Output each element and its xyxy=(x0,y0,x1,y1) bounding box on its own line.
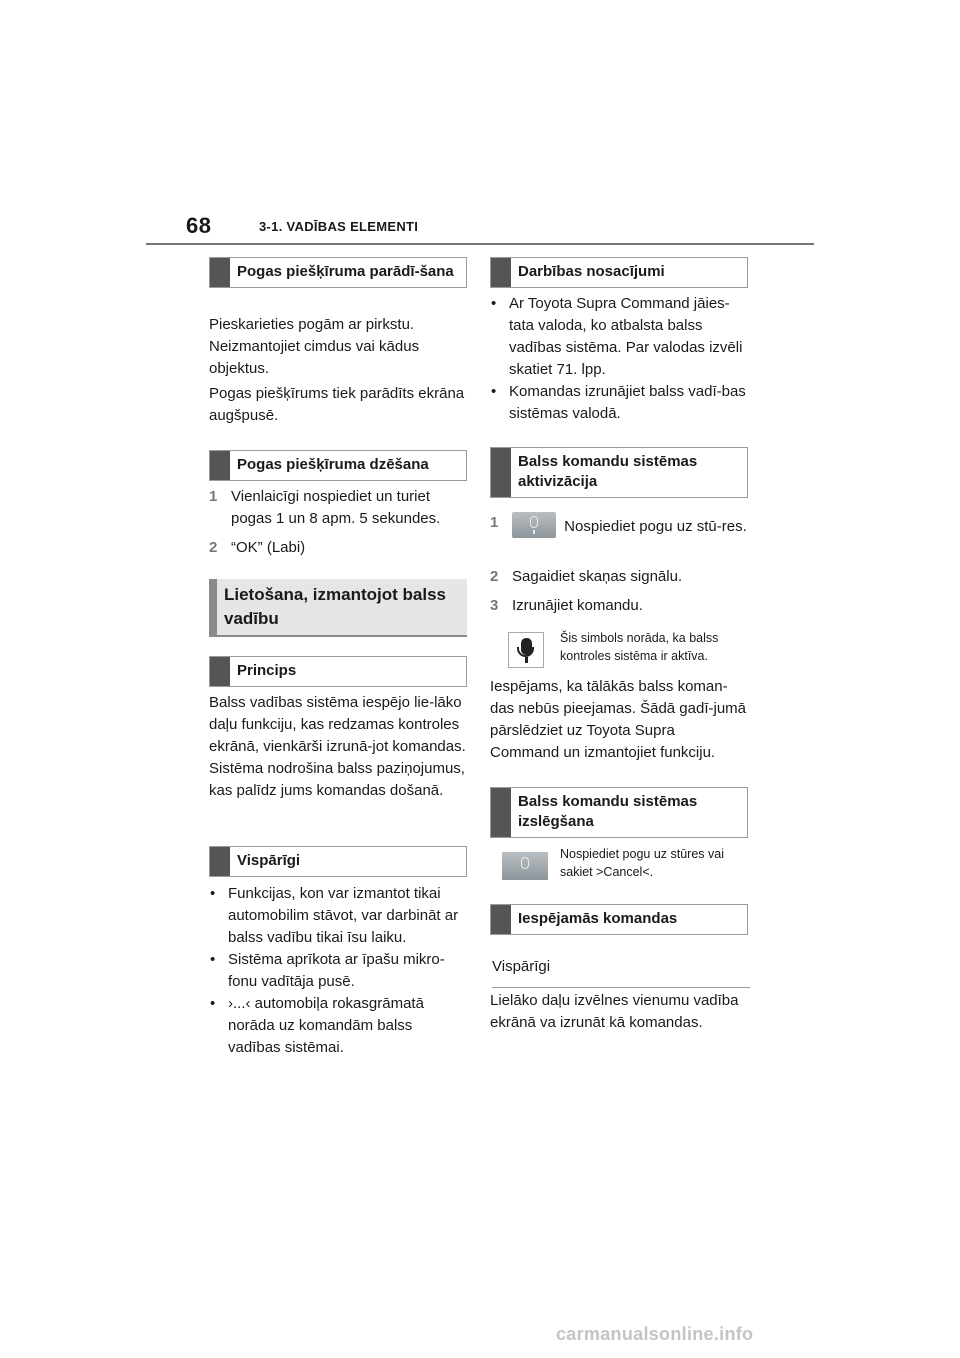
header-rule xyxy=(146,243,814,245)
steering-voice-button-large xyxy=(502,852,548,880)
subheading-box xyxy=(490,447,748,498)
bullet-text: ›...‹ automobiļa rokasgrāmatā norāda uz komandām balss vadības sistēmai. xyxy=(228,995,424,1056)
subheading-box xyxy=(209,257,467,288)
subheading-title: Darbības nosacījumi xyxy=(518,263,665,280)
step-item xyxy=(209,486,467,530)
paragraph: Pogas piešķīrums tiek parādīts ekrāna augšpusē. xyxy=(209,385,465,424)
bullet-text: Komandas izrunājiet balss vadī-bas sistēmas valodā. xyxy=(509,383,746,422)
page-number: 68 xyxy=(186,213,212,238)
subheading-title: Pogas piešķīruma parādī-šana xyxy=(237,263,454,280)
box-bar xyxy=(210,847,230,876)
box-bar xyxy=(491,788,511,837)
step-number: 2 xyxy=(490,568,499,585)
microphone-icon xyxy=(521,857,529,869)
box-bar xyxy=(491,448,511,497)
subheading-box xyxy=(490,257,748,288)
bullet-item xyxy=(490,293,748,381)
bullet-dot: • xyxy=(210,951,216,968)
microphone-stand xyxy=(517,647,534,657)
button-note: Nospiediet pogu uz stūres vai sakiet >Cancel<. xyxy=(560,847,724,879)
box-bar xyxy=(210,258,230,287)
subheading-box xyxy=(209,846,467,877)
bullet-dot: • xyxy=(210,995,216,1012)
bullet-item xyxy=(209,883,467,949)
subheading-title: Princips xyxy=(237,662,297,679)
bullet-text: Funkcijas, kon var izmantot tikai automobilim stāvot, var darbināt ar balss vadību tikai īsu laiku. xyxy=(228,885,459,946)
box-bar xyxy=(209,579,217,635)
steering-voice-button xyxy=(512,512,556,538)
watermark: carmanualsonline.info xyxy=(556,1324,754,1344)
bullet-item xyxy=(209,993,467,1059)
voice-active-symbol xyxy=(508,632,544,668)
bullet-dot: • xyxy=(210,885,216,902)
step-number: 1 xyxy=(209,488,218,505)
step-text: “OK” (Labi) xyxy=(231,539,306,556)
step-number: 3 xyxy=(490,597,499,614)
bullet-text: Sistēma aprīkota ar īpašu mikro-fonu vadītāja pusē. xyxy=(228,951,445,990)
step-number: 2 xyxy=(209,539,218,556)
bullet-text: Ar Toyota Supra Command jāies-tata valoda, ko atbalsta balss vadības sistēma. Par valodas izvēli skatiet 71. lpp. xyxy=(509,295,743,378)
paragraph: Pieskarieties pogām ar pirkstu. Neizmantojiet cimdus vai kādus objektus. xyxy=(209,316,420,377)
subheading-box xyxy=(490,787,748,838)
bullet-item xyxy=(490,381,748,425)
plain-subheading: Vispārīgi xyxy=(492,957,750,988)
step-item xyxy=(209,537,467,559)
bullet-dot: • xyxy=(491,295,497,312)
bullet-item xyxy=(209,949,467,993)
step-text: Sagaidiet skaņas signālu. xyxy=(512,568,683,585)
subheading-title: Balss komandu sistēmas aktivizācija xyxy=(518,453,698,490)
box-bar xyxy=(210,657,230,686)
step-text-content: Nospiediet pogu uz stū-res. xyxy=(564,518,747,535)
paragraph: Lielāko daļu izvēlnes vienumu vadība ekrānā va izrunāt kā komandas. xyxy=(490,992,739,1031)
subheading-box xyxy=(490,904,748,935)
step-text: Vienlaicīgi nospiediet un turiet pogas 1 un 8 apm. 5 sekundes. xyxy=(231,488,441,527)
subheading-title: Pogas piešķīruma dzēšana xyxy=(237,456,429,473)
step-item xyxy=(490,512,748,538)
step-item xyxy=(490,566,748,588)
box-bar xyxy=(491,258,511,287)
bullet-dot: • xyxy=(491,383,497,400)
step-number: 1 xyxy=(490,514,499,531)
microphone-base xyxy=(525,657,528,663)
paragraph: Iespējams, ka tālākās balss koman-das nebūs pieejamas. Šādā gadī-jumā pārslēdziet uz Toyota Supra Command un izmantojiet funkciju. xyxy=(490,678,746,761)
step-text: Izrunājiet komandu. xyxy=(512,597,643,614)
step-text xyxy=(490,512,748,538)
subheading-box xyxy=(209,656,467,687)
subheading-title: Vispārīgi xyxy=(237,852,301,869)
subheading-title: Iespējamās komandas xyxy=(518,910,678,927)
step-item xyxy=(490,595,748,617)
box-bar xyxy=(210,451,230,480)
subheading-title: Balss komandu sistēmas izslēgšana xyxy=(518,793,698,830)
section-heading-box xyxy=(209,579,467,637)
microphone-icon xyxy=(530,516,538,528)
paragraph: Balss vadības sistēma iespējo lie-lāko daļu funkciju, kas redzamas kontroles ekrānā, vienkārši izrunā-jot komandas. Sistēma nodrošina balss paziņojumus, kas palīdz jums komandas došanā. xyxy=(209,694,466,799)
box-bar xyxy=(491,905,511,934)
chapter-title: 3-1. VADĪBAS ELEMENTI xyxy=(259,219,419,234)
symbol-note: Šis simbols norāda, ka balss kontroles sistēma ir aktīva. xyxy=(560,631,719,663)
section-title: Lietošana, izmantojot balss vadību xyxy=(224,585,446,628)
subheading-box xyxy=(209,450,467,481)
